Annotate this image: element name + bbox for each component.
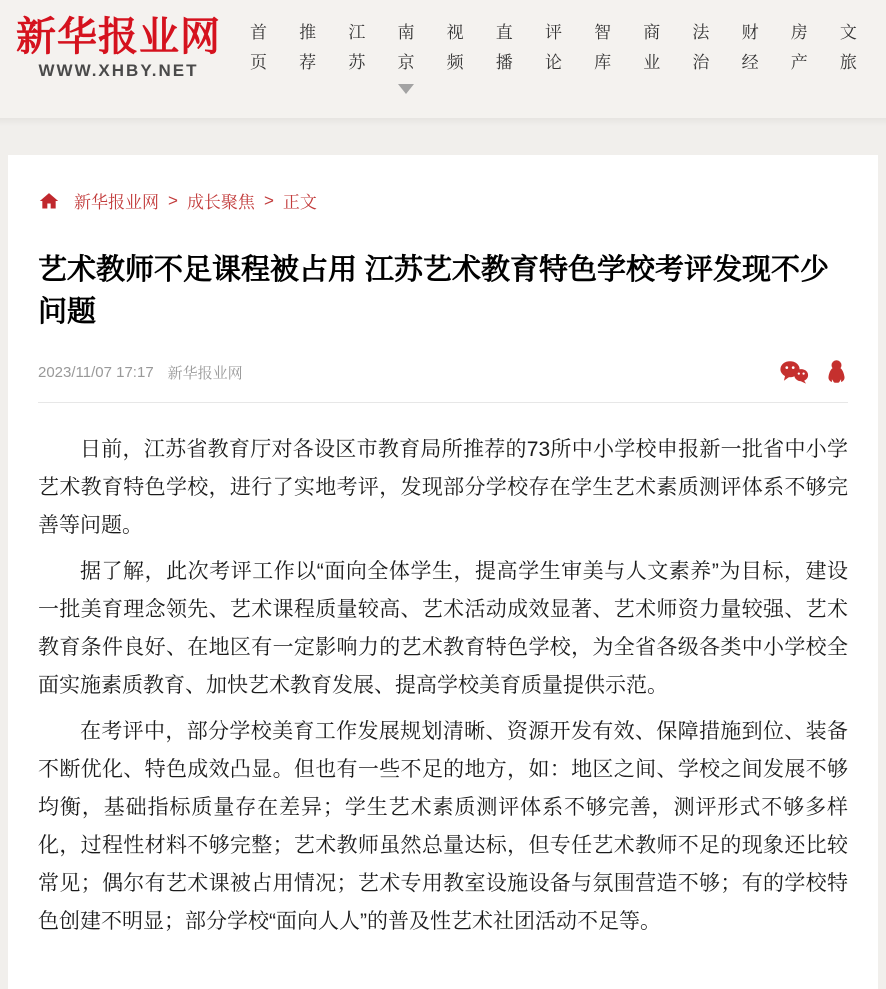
nav-item-label: 评论	[544, 23, 562, 72]
breadcrumb-home-link[interactable]: 新华报业网	[74, 193, 159, 212]
breadcrumb-separator: >	[168, 190, 178, 210]
article-meta	[38, 359, 848, 385]
breadcrumb-separator: >	[263, 190, 274, 210]
article-date: 2023/11/07 17:17	[38, 363, 154, 381]
nav-item-jiangsu[interactable]	[347, 18, 366, 94]
nav-item-label: 智库	[594, 23, 612, 72]
nav-item-label: 财经	[741, 23, 759, 72]
share-icons	[779, 359, 848, 385]
nav-item-label: 法治	[692, 23, 710, 72]
nav-item-label: 江苏	[348, 23, 366, 72]
article-body	[38, 431, 848, 941]
home-icon[interactable]	[38, 191, 60, 211]
breadcrumb-category-link[interactable]: 成长聚焦	[186, 193, 255, 212]
nav-item-business[interactable]	[642, 18, 661, 94]
article-paragraph: 据了解，此次考评工作以“面向全体学生，提高学生审美与人文素养”为目标，建设一批美育理念领先、艺术课程质量较高、艺术活动成效显著、艺术师资力量较强、艺术教育条件良好、在地区有一定影响力的艺术教育特色学校，为全省各级各类中小学校全面实施素质教育、加快艺术教育发展、提高学校美育质量提供示范。	[38, 560, 848, 697]
nav-item-label: 商业	[643, 23, 661, 72]
nav-item-video[interactable]	[446, 18, 465, 94]
article-paragraph: 日前，江苏省教育厅对各设区市教育局所推荐的73所中小学校申报新一批省中小学艺术教育特色学校，进行了实地考评，发现部分学校存在学生艺术素质测评体系不够完善等问题。	[38, 438, 848, 537]
nav-item-label: 视频	[446, 23, 464, 72]
nav-item-finance[interactable]	[741, 18, 760, 94]
article-title: 艺术教师不足课程被占用 江苏艺术教育特色学校考评发现不少问题	[38, 254, 830, 328]
article-card	[8, 155, 878, 989]
nav-item-label: 房产	[790, 23, 808, 72]
nav-item-label: 南京	[397, 23, 415, 72]
breadcrumb	[38, 188, 848, 213]
nav-item-label: 直播	[495, 23, 513, 72]
wechat-icon[interactable]	[779, 360, 809, 384]
main-nav	[249, 14, 858, 94]
nav-item-culture-travel[interactable]	[839, 18, 858, 94]
nav-item-recommend[interactable]	[298, 18, 317, 94]
breadcrumb-current: 正文	[282, 193, 317, 212]
qq-icon[interactable]	[825, 359, 848, 385]
site-logo[interactable]	[16, 14, 221, 81]
nav-item-label: 首页	[250, 23, 267, 72]
meta-divider	[38, 402, 848, 403]
nav-item-opinion[interactable]	[544, 18, 563, 94]
article-source: 新华报业网	[167, 364, 243, 382]
nav-item-label: 文旅	[839, 23, 857, 72]
nav-item-label: 推荐	[299, 23, 317, 72]
nav-item-live[interactable]	[495, 18, 514, 94]
chevron-down-icon	[398, 84, 414, 94]
nav-item-thinktank[interactable]	[593, 18, 612, 94]
nav-item-home[interactable]	[249, 18, 268, 94]
article-paragraph: 在考评中，部分学校美育工作发展规划清晰、资源开发有效、保障措施到位、装备不断优化、特色成效凸显。但也有一些不足的地方，如：地区之间、学校之间发展不够均衡，基础指标质量存在差异；学生艺术素质测评体系不够完善，测评形式不够多样化，过程性材料不够完整；艺术教师虽然总量达标，但专任艺术教师不足的现象还比较常见；偶尔有艺术课被占用情况；艺术专用教室设施设备与氛围营造不够；有的学校特色创建不明显；部分学校“面向人人”的普及性艺术社团活动不足等。	[38, 720, 848, 933]
nav-item-nanjing[interactable]	[396, 18, 415, 94]
nav-item-law[interactable]	[691, 18, 710, 94]
site-header	[0, 0, 886, 118]
nav-item-property[interactable]	[790, 18, 809, 94]
site-logo-url: WWW.XHBY.NET	[38, 61, 199, 80]
site-logo-title[interactable]: 新华报业网	[16, 15, 221, 59]
